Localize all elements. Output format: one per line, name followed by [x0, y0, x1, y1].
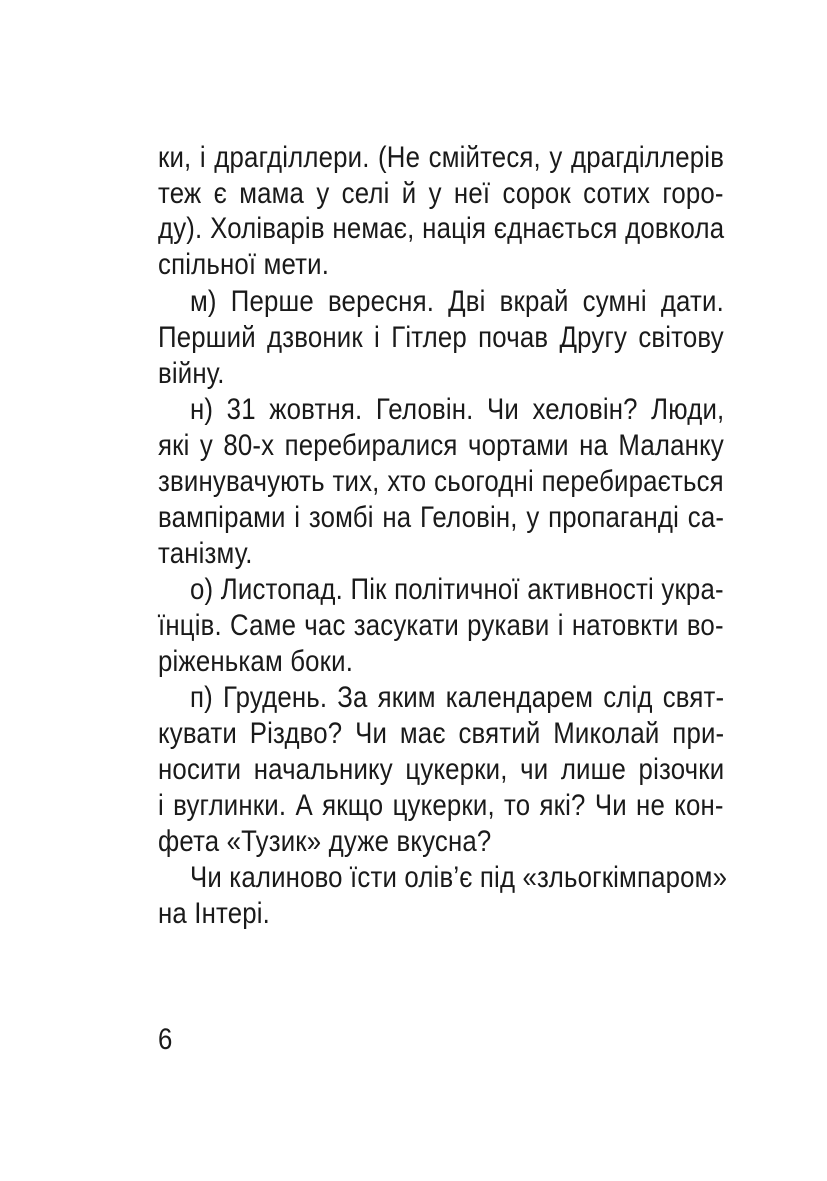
text-line: Перший дзвоник і Гітлер почав Другу світову — [158, 321, 724, 354]
text-line: носити начальнику цукерки, чи лише різочки — [158, 753, 725, 786]
text-line: о) Листопад. Пік політичної активності укра- — [190, 573, 724, 606]
text-line: кувати Різдво? Чи має святий Миколай при- — [158, 717, 725, 750]
text-line: фета «Тузик» дуже вкусна? — [158, 825, 492, 858]
text-line: п) Грудень. За яким календарем слід свят- — [190, 681, 725, 714]
text-line: Чи калиново їсти олів’є під «зльогкімпаром» — [190, 861, 728, 894]
page-number: 6 — [158, 1023, 173, 1056]
text-line: ду). Холіварів немає, нація єднається довкола — [158, 212, 725, 245]
text-line: м) Перше вересня. Дві вкрай сумні дати. — [190, 285, 724, 318]
text-line: які у 80-х перебиралися чортами на Маланку — [158, 429, 724, 462]
text-line: теж є мама у селі й у неї сорок сотих горо- — [158, 177, 724, 210]
text-line: танізму. — [158, 537, 253, 570]
text-line: ріженькам боки. — [158, 645, 354, 678]
text-line: їнців. Саме час засукати рукави і натовкти во- — [158, 609, 724, 642]
text-line: н) 31 жовтня. Геловін. Чи хеловін? Люди, — [190, 393, 725, 426]
text-line: вампірами і зомбі на Геловін, у пропаганді са- — [158, 501, 725, 534]
text-line: і вуглинки. А якщо цукерки, то які? Чи не кон- — [158, 789, 724, 822]
text-line: на Інтері. — [158, 897, 271, 930]
text-line: звинувачують тих, хто сьогодні перебирається — [158, 465, 724, 498]
text-line: ки, і драгділлери. (Не смійтеся, у драгділлерів — [158, 141, 725, 174]
text-line: спільної мети. — [158, 248, 330, 281]
text-line: війну. — [158, 357, 225, 390]
